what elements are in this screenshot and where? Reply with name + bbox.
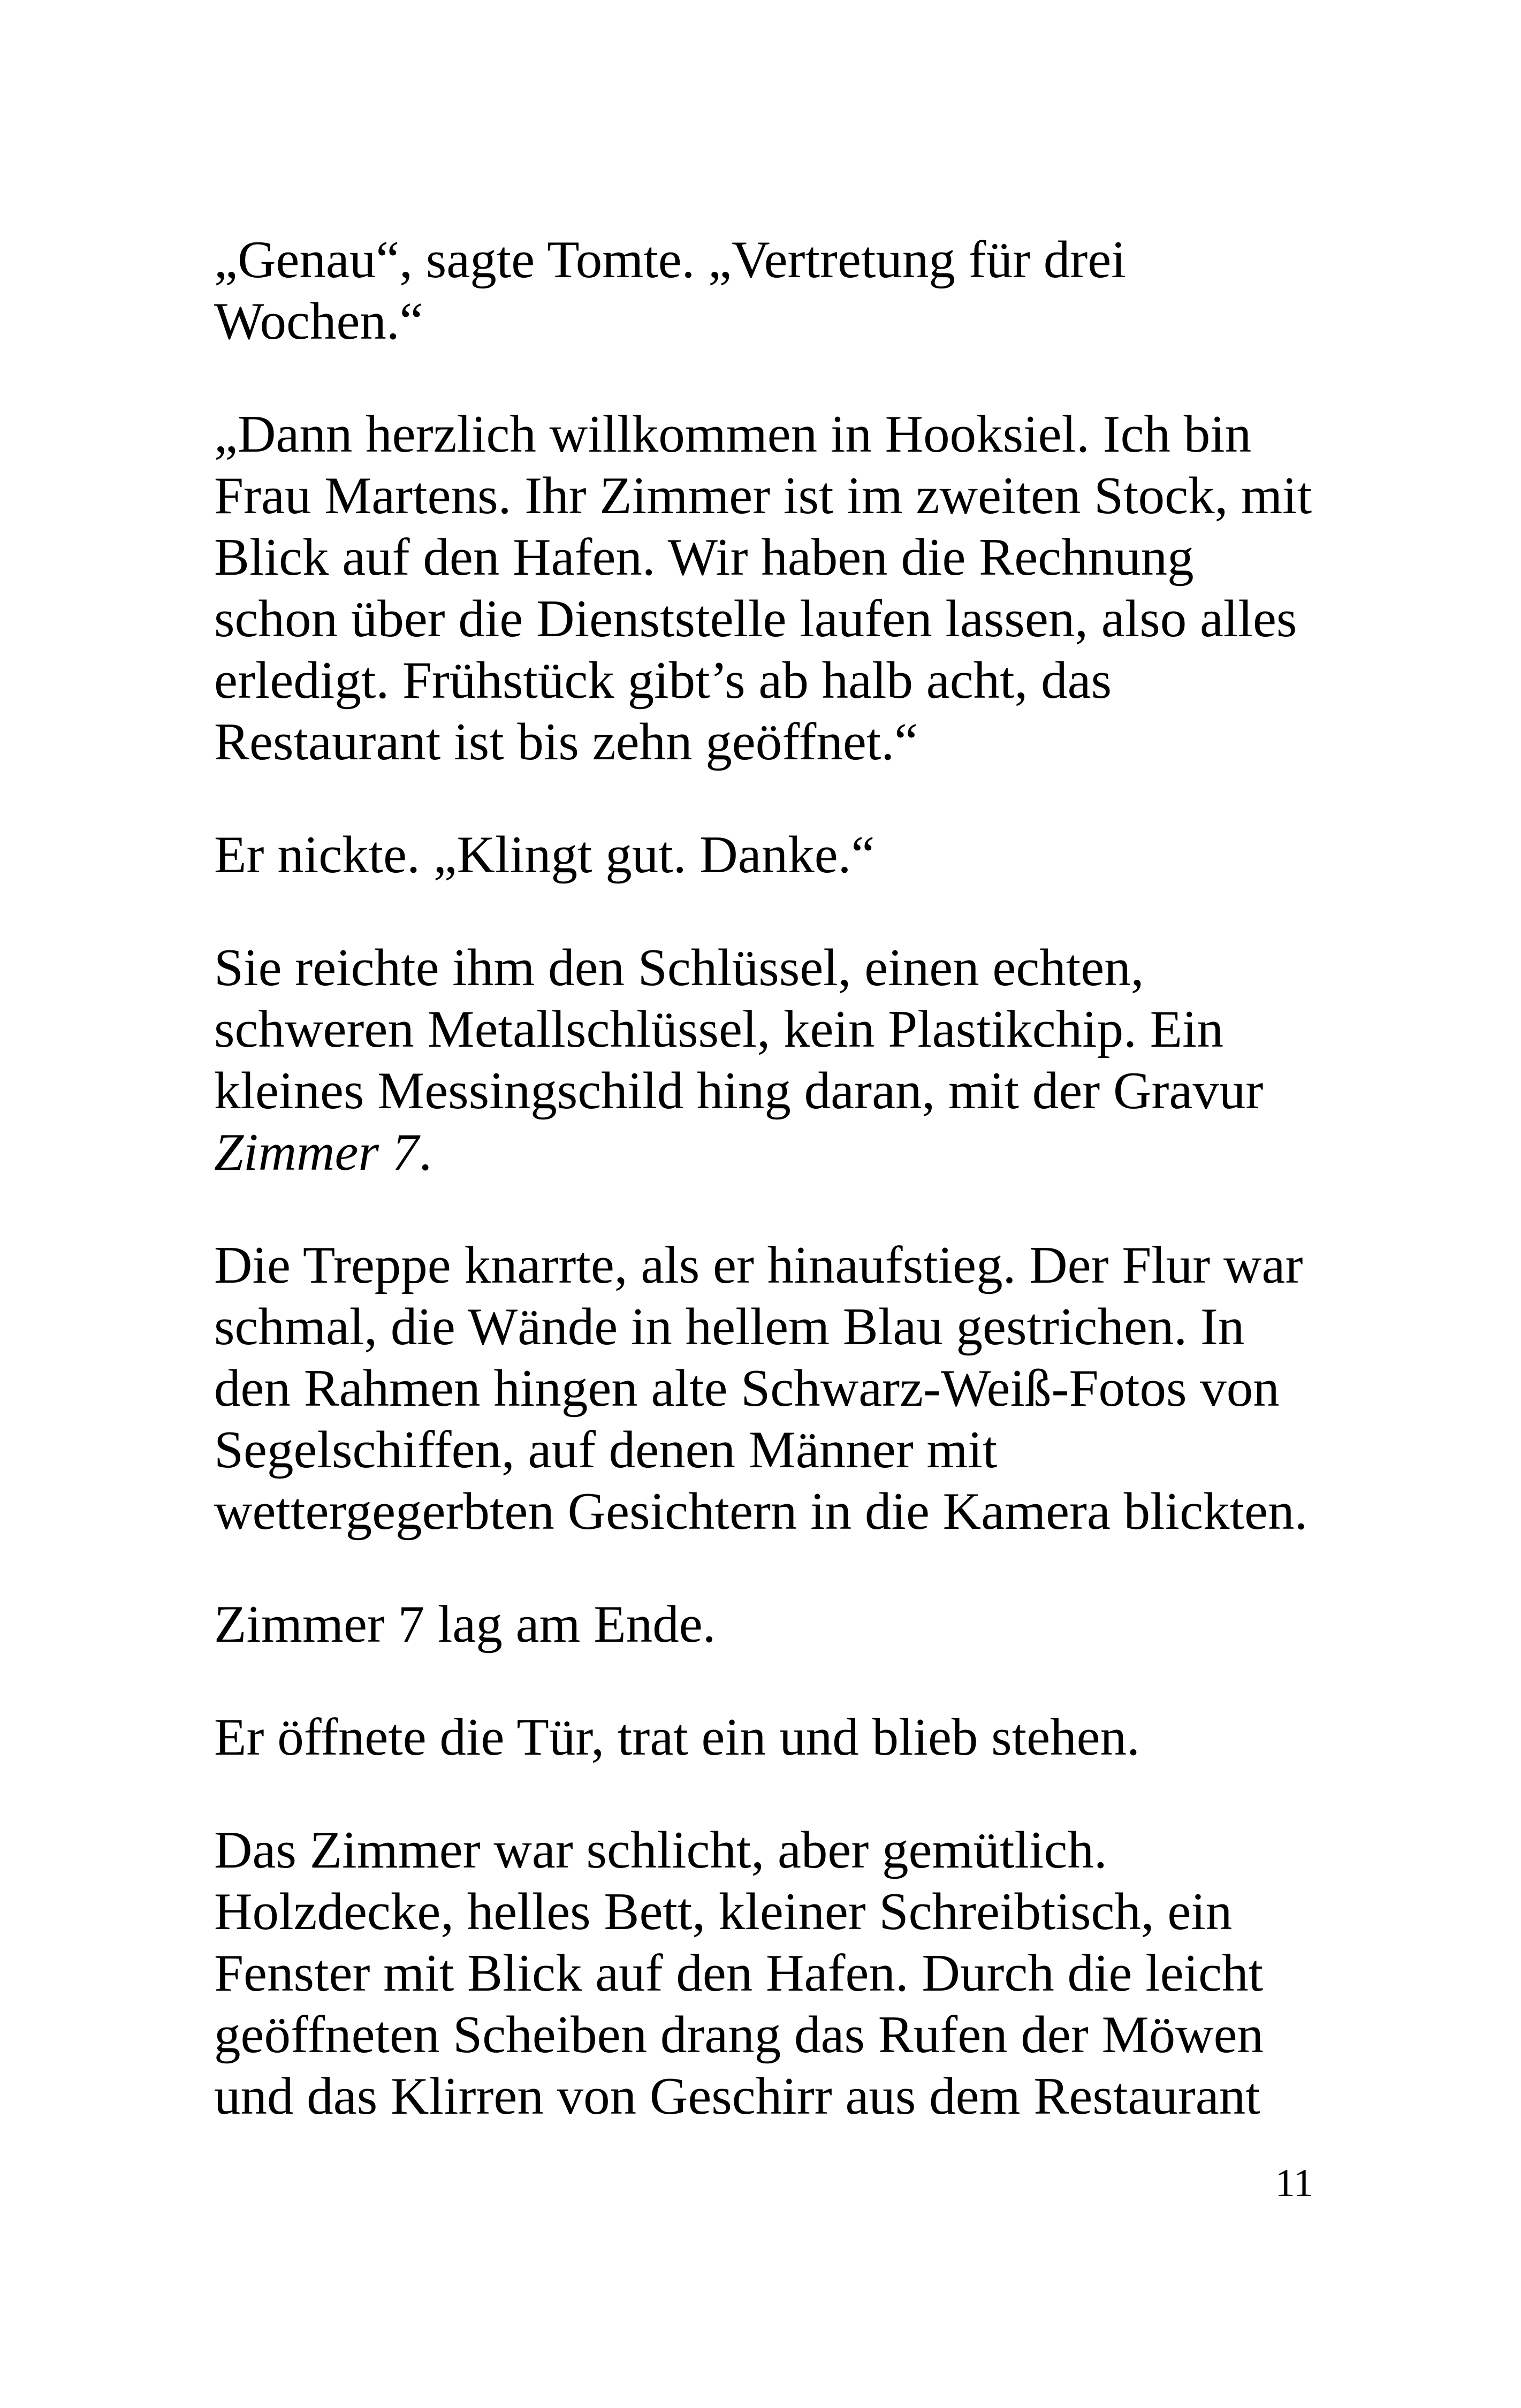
body-text [214,229,1338,2127]
paragraph-3: Er nickte. „Klingt gut. Danke.“ [214,826,875,884]
paragraph-8: Das Zimmer war schlicht, aber gemütlich. Holzdecke, helles Bett, kleiner Schreibtisch, ein Fenster mit Blick auf den Hafen. Durch die leicht geöffneten Scheiben drang das Rufen der Möwen und das Klirren von Geschirr aus dem Restaurant [214,1821,1264,2125]
paragraph-1: „Genau“, sagte Tomte. „Vertretung für drei Wochen.“ [214,231,1126,350]
paragraph-4-tail: . [419,1123,432,1182]
page-number: 11 [1275,2161,1313,2205]
paragraph-7: Er öffnete die Tür, trat ein und blieb stehen. [214,1708,1140,1766]
room-engraving: Zimmer 7 [214,1123,419,1182]
paragraph-4 [214,937,1338,1183]
paragraph-5: Die Treppe knarrte, als er hinaufstieg. Der Flur war schmal, die Wände in hellem Blau gestrichen. In den Rahmen hingen alte Schwarz-Weiß-Fotos von Segelschiffen, auf denen Männer mit wettergegerbten Gesichtern in die Kamera blickten. [214,1236,1308,1541]
paragraph-2: „Dann herzlich willkommen in Hooksiel. Ich bin Frau Martens. Ihr Zimmer ist im zweiten Stock, mit Blick auf den Hafen. Wir haben die Rechnung schon über die Dienststelle laufen lassen, also alles erledigt. Frühstück gibt’s ab halb acht, das Restaurant ist bis zehn geöffnet.“ [214,405,1312,771]
paragraph-4-text: Sie reichte ihm den Schlüssel, einen echten, schweren Metallschlüssel, kein Plastikchip. Ein kleines Messingschild hing daran, mit der Gravur [214,939,1264,1120]
paragraph-6: Zimmer 7 lag am Ende. [214,1595,716,1653]
